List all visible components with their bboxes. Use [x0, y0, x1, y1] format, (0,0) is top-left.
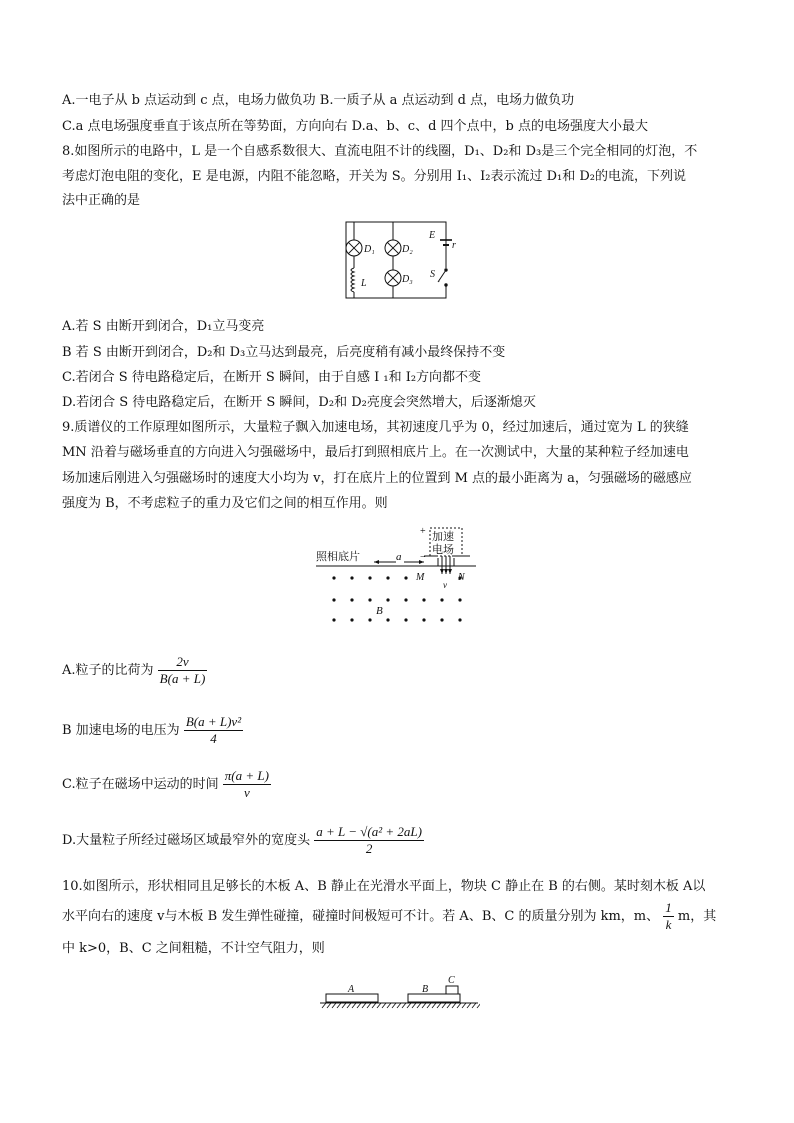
ground-hatch-line: [392, 1003, 396, 1008]
label-block-c: C: [448, 975, 455, 986]
ground-hatch-line: [362, 1003, 366, 1008]
q7-options-ab: A.一电子从 b 点运动到 c 点，电场力做负功 B.一质子从 a 点运动到 d 点，电场力做负功: [62, 93, 575, 108]
ground-hatch-line: [417, 1003, 421, 1008]
label-b: B: [376, 605, 383, 617]
ground-hatch-line: [447, 1003, 451, 1008]
q10-stem-line1: 10.如图所示，形状相同且足够长的木板 A、B 静止在光滑水平面上，物块 C 静止在 B 的右侧。某时刻木板 A以: [62, 879, 706, 894]
q9-option-d: [62, 822, 424, 860]
fraction-numerator: a + L − √(a² + 2aL): [316, 824, 422, 839]
label-accel1: 加速: [432, 531, 454, 543]
fraction-numerator: 2v: [158, 654, 208, 671]
q9-option-a-fraction: [158, 654, 208, 687]
fraction-numerator: 1: [665, 900, 672, 915]
label-s: S: [430, 269, 435, 280]
q9-option-d-fraction: [314, 824, 424, 857]
q10-stem-line2: [62, 898, 716, 936]
ground-hatch-line: [457, 1003, 461, 1008]
q9-stem-line3: 场加速后刚进入匀强磁场时的速度大小均为 v，打在底片上的位置到 M 点的最小距离为 a，匀强磁场的磁感应: [62, 471, 692, 486]
fraction-denominator: 4: [210, 731, 217, 746]
label-plus: +: [420, 526, 426, 537]
label-d2: D₂: [402, 244, 413, 255]
q9-option-c-fraction: [223, 768, 271, 801]
ground-hatch-line: [472, 1003, 476, 1008]
q9-option-a-text: A.粒子的比荷为: [62, 663, 154, 678]
ground-hatch-line: [372, 1003, 376, 1008]
ground-hatch-line: [397, 1003, 401, 1008]
label-n: N: [458, 572, 465, 583]
q8-option-a: A.若 S 由断开到闭合，D₁立马变亮: [62, 319, 265, 334]
ground-hatch-line: [407, 1003, 411, 1008]
fraction-denominator: B(a + L): [159, 671, 206, 686]
ground-hatch-line: [452, 1003, 456, 1008]
label-e: E: [429, 230, 436, 241]
q8-stem-line3: 法中正确的是: [62, 193, 141, 208]
ground-hatch-line: [427, 1003, 431, 1008]
q8-option-d: D.若闭合 S 待电路稳定后，在断开 S 瞬间，D₂和 D₂亮度会突然增大，后逐渐熄灭: [62, 395, 536, 410]
ground-hatch-line: [347, 1003, 351, 1008]
ground-hatch-line: [432, 1003, 436, 1008]
q9-option-d-text: D.大量粒子所经过磁场区域最窄外的宽度头: [62, 833, 311, 848]
q9-option-c: [62, 766, 271, 804]
q7-options-cd: C.a 点电场强度垂直于该点所在等势面，方向向右 D.a、b、c、d 四个点中，b 点的电场强度大小最大: [62, 119, 648, 134]
q10-stem-line2-part1: 水平向右的速度 v与木板 B 发生弹性碰撞，碰撞时间极短可不计。若 A、B、C 的质量分别为 km，m、: [62, 909, 660, 924]
q9-option-c-text: C.粒子在磁场中运动的时间: [62, 777, 219, 792]
ground-hatch-line: [367, 1003, 371, 1008]
q8-circuit-diagram: [336, 218, 460, 304]
q9-stem-line1: 9.质谱仪的工作原理如图所示，大量粒子飘入加速电场，其初速度几乎为 0，经过加速后，通过宽为 L 的狭缝: [62, 420, 689, 435]
q8-option-c: C.若闭合 S 待电路稳定后，在断开 S 瞬间，由于自感 I ₁和 I₂方向都不变: [62, 370, 482, 385]
q10-stem-line3: 中 k>0，B、C 之间粗糙，不计空气阻力，则: [62, 941, 325, 956]
ground-hatch-line: [332, 1003, 336, 1008]
fraction-denominator: k: [665, 917, 672, 932]
ground-hatch-line: [357, 1003, 361, 1008]
ground-hatch-line: [327, 1003, 331, 1008]
ground-hatch-line: [422, 1003, 426, 1008]
fraction-denominator: v: [243, 785, 250, 800]
ground-hatch-line: [442, 1003, 446, 1008]
q9-option-b-fraction: [184, 714, 243, 747]
ground-hatch-line: [477, 1003, 480, 1008]
q10-blocks-diagram: [318, 972, 480, 1010]
label-minus: −: [420, 552, 426, 563]
q9-stem-line2: MN 沿着与磁场垂直的方向进入匀强磁场中，最后打到照相底片上。在一次测试中，大量的某种粒子经加速电: [62, 445, 689, 460]
fraction-denominator: 2: [365, 841, 373, 856]
label-d1: D₁: [364, 244, 375, 255]
q8-stem-line1: 8.如图所示的电路中，L 是一个自感系数很大、直流电阻不计的线圈，D₁、D₂和 D₃是三个完全相同的灯泡，不: [62, 144, 698, 159]
label-block-b: B: [422, 984, 429, 995]
ground-hatch-line: [437, 1003, 441, 1008]
q8-stem-line2: 考虑灯泡电阻的变化，E 是电源，内阻不能忽略，开关为 S。分别用 I₁、I₂表示流过 D₁和 D₂的电流，下列说: [62, 169, 687, 184]
label-accel2: 电场: [432, 544, 454, 556]
q10-stem-line2-part2: m，其: [677, 909, 717, 924]
fraction-numerator: π(a + L): [224, 768, 269, 783]
q9-option-b: [62, 712, 243, 750]
q9-mass-spectrometer-diagram: [312, 522, 482, 626]
ground-hatch-line: [377, 1003, 381, 1008]
label-r: r: [452, 240, 456, 251]
label-d3: D₃: [402, 274, 413, 285]
ground-hatch-line: [352, 1003, 356, 1008]
ground-hatch-line: [342, 1003, 346, 1008]
ground-hatch-line: [337, 1003, 341, 1008]
label-l: L: [361, 278, 367, 289]
ground-hatch-line: [412, 1003, 416, 1008]
ground-hatch-line: [467, 1003, 471, 1008]
q9-option-a: [62, 652, 207, 690]
fraction-numerator: B(a + L)v²: [185, 714, 242, 729]
ground-hatch-line: [462, 1003, 466, 1008]
label-plate: 照相底片: [316, 551, 360, 563]
label-a: a: [396, 551, 402, 563]
ground-hatch-line: [402, 1003, 406, 1008]
label-v: v: [443, 580, 447, 590]
ground-hatch-line: [322, 1003, 326, 1008]
q10-mass-fraction: [663, 900, 674, 933]
ground-hatch-line: [387, 1003, 391, 1008]
q8-option-b: B 若 S 由断开到闭合，D₂和 D₃立马达到最亮，后亮度稍有减小最终保持不变: [62, 345, 506, 360]
ground-hatch-line: [382, 1003, 386, 1008]
label-m: M: [416, 572, 425, 583]
q9-option-b-text: B 加速电场的电压为: [62, 723, 180, 738]
label-block-a: A: [348, 984, 355, 995]
q9-stem-line4: 强度为 B，不考虑粒子的重力及它们之间的相互作用。则: [62, 496, 388, 511]
